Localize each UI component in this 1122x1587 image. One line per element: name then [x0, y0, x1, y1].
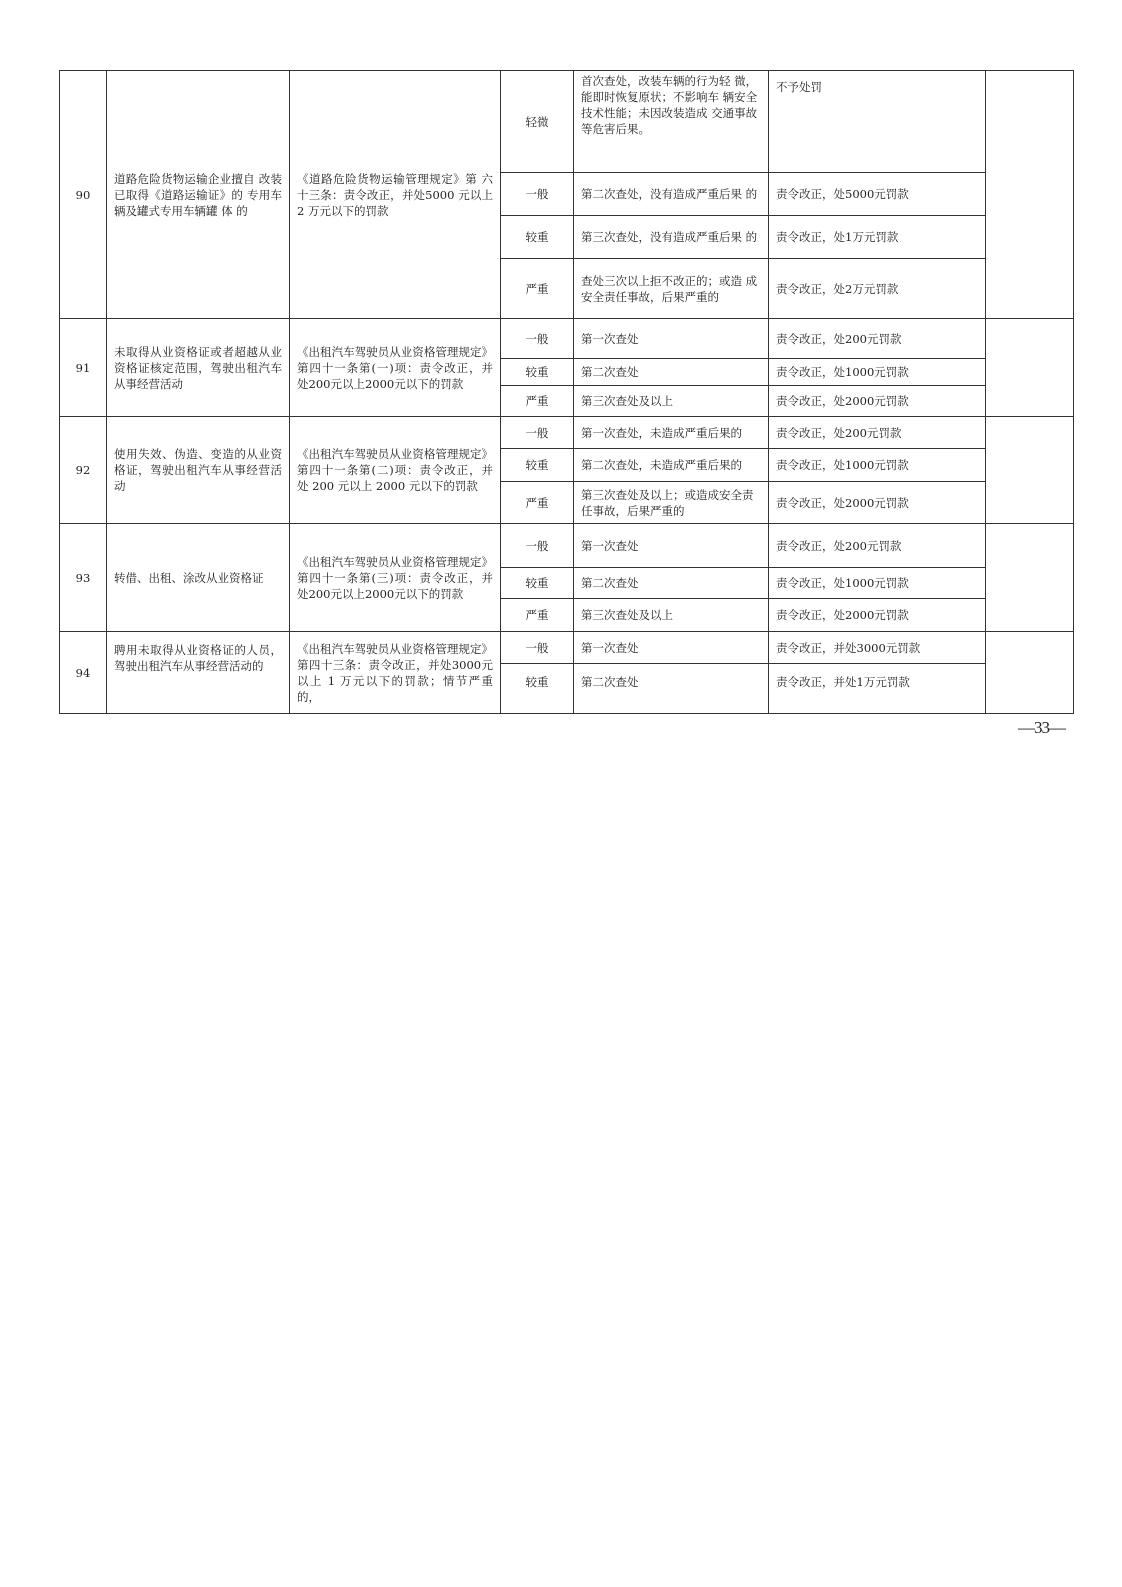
circumstance: 第一次查处，未造成严重后果的: [574, 417, 769, 449]
remarks-cell: [986, 524, 1074, 632]
violation-description: 使用失效、伪造、变造的从业资格证，驾驶出租汽车从事经营活动: [107, 417, 290, 524]
severity-level: 轻微: [501, 71, 574, 173]
penalty: 责令改正，处2万元罚款: [769, 259, 986, 319]
item-number: 90: [60, 71, 107, 319]
severity-level: 较重: [501, 449, 574, 482]
penalty: 责令改正，处1000元罚款: [769, 568, 986, 599]
circumstance: 第二次查处: [574, 359, 769, 386]
table-row: [60, 632, 1074, 664]
legal-basis: 《道路危险货物运输管理规定》第 六十三条：责令改正，并处5000 元以上 2 万元以下的罚款: [290, 71, 501, 319]
severity-level: 较重: [501, 568, 574, 599]
item-number: 93: [60, 524, 107, 632]
penalty: 责令改正，处2000元罚款: [769, 482, 986, 524]
circumstance: 首次查处，改装车辆的行为轻 微，能即时恢复原状；不影响车 辆安全技术性能；未因改装造成 交通事故等危害后果。: [574, 71, 769, 173]
penalty: 责令改正，处1000元罚款: [769, 359, 986, 386]
remarks-cell: [986, 319, 1074, 417]
circumstance: 第三次查处及以上: [574, 599, 769, 632]
remarks-cell: [986, 632, 1074, 714]
penalty: 责令改正，处1万元罚款: [769, 216, 986, 259]
penalty: 责令改正，并处3000元罚款: [769, 632, 986, 664]
legal-basis: 《出租汽车驾驶员从业资格管理规定》 第四十三条：责令改正，并处3000元 以上 1 万元以下的罚款；情节严重的，: [290, 632, 501, 714]
violation-description: 道路危险货物运输企业擅自 改装已取得《道路运输证》的 专用车辆及罐式专用车辆罐 体 的: [107, 71, 290, 319]
item-number: 91: [60, 319, 107, 417]
penalty-discretion-table: [59, 70, 1074, 714]
circumstance: 第二次查处: [574, 664, 769, 714]
circumstance: 第一次查处: [574, 524, 769, 568]
page-number: —33—: [1018, 718, 1065, 737]
severity-level: 严重: [501, 482, 574, 524]
legal-basis: 《出租汽车驾驶员从业资格管理规定》 第四十一条第(一)项：责令改正，并 处200元以上2000元以下的罚款: [290, 319, 501, 417]
violation-description: 未取得从业资格证或者超越从业资格证核定范围，驾驶出租汽车从事经营活动: [107, 319, 290, 417]
circumstance: 第三次查处及以上；或造成安全责任事故，后果严重的: [574, 482, 769, 524]
penalty: 责令改正，并处1万元罚款: [769, 664, 986, 714]
table-row: [60, 417, 1074, 449]
circumstance: 第二次查处，没有造成严重后果 的: [574, 173, 769, 216]
table-row: [60, 71, 1074, 173]
item-number: 92: [60, 417, 107, 524]
severity-level: 严重: [501, 386, 574, 417]
circumstance: 第三次查处及以上: [574, 386, 769, 417]
table-row: [60, 319, 1074, 359]
legal-basis: 《出租汽车驾驶员从业资格管理规定》 第四十一条第(二)项：责令改正，并 处 200 元以上 2000 元以下的罚款: [290, 417, 501, 524]
item-number: 94: [60, 632, 107, 714]
circumstance: 第一次查处: [574, 319, 769, 359]
circumstance: 第三次查处，没有造成严重后果 的: [574, 216, 769, 259]
severity-level: 一般: [501, 319, 574, 359]
severity-level: 严重: [501, 259, 574, 319]
remarks-cell: [986, 71, 1074, 319]
penalty: 责令改正，处2000元罚款: [769, 386, 986, 417]
severity-level: 严重: [501, 599, 574, 632]
severity-level: 一般: [501, 417, 574, 449]
legal-basis: 《出租汽车驾驶员从业资格管理规定》 第四十一条第(三)项：责令改正，并 处200元以上2000元以下的罚款: [290, 524, 501, 632]
severity-level: 一般: [501, 173, 574, 216]
violation-description: 转借、出租、涂改从业资格证: [107, 524, 290, 632]
severity-level: 较重: [501, 359, 574, 386]
violation-description: 聘用未取得从业资格证的人员，驾驶出租汽车从事经营活动的: [107, 632, 290, 714]
severity-level: 一般: [501, 632, 574, 664]
table-row: [60, 524, 1074, 568]
severity-level: 较重: [501, 216, 574, 259]
penalty: 责令改正，处200元罚款: [769, 524, 986, 568]
penalty: 责令改正，处1000元罚款: [769, 449, 986, 482]
penalty: 不予处罚: [769, 71, 986, 173]
circumstance: 查处三次以上拒不改正的；或造 成安全责任事故，后果严重的: [574, 259, 769, 319]
remarks-cell: [986, 417, 1074, 524]
severity-level: 一般: [501, 524, 574, 568]
severity-level: 较重: [501, 664, 574, 714]
penalty: 责令改正，处200元罚款: [769, 417, 986, 449]
penalty: 责令改正，处2000元罚款: [769, 599, 986, 632]
penalty: 责令改正，处5000元罚款: [769, 173, 986, 216]
circumstance: 第二次查处，未造成严重后果的: [574, 449, 769, 482]
circumstance: 第一次查处: [574, 632, 769, 664]
penalty: 责令改正，处200元罚款: [769, 319, 986, 359]
circumstance: 第二次查处: [574, 568, 769, 599]
